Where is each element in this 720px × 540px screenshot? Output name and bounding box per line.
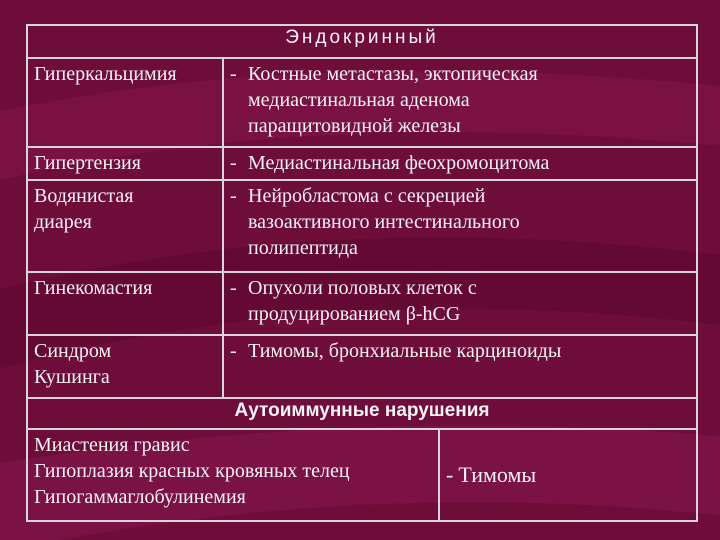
table-row	[27, 272, 697, 335]
cause-text: Костные метастазы, эктопическая медиастинальная аденома паращитовидной железы	[248, 62, 538, 137]
cause-cell	[223, 180, 697, 272]
dash-marker: -	[230, 340, 237, 363]
endocrine-autoimmune-table	[26, 24, 698, 522]
cause-cell	[223, 272, 697, 335]
table-row	[27, 429, 697, 521]
autoimmune-cause-cell	[439, 429, 697, 521]
endocrine-section-title: Эндокринный	[27, 25, 697, 58]
cause-text: Тимомы, бронхиальные карциноиды	[248, 340, 562, 363]
cause-text: Тимомы	[458, 461, 537, 487]
condition-cell: Гипертензия	[27, 147, 223, 180]
dash-marker: -	[230, 152, 237, 175]
endocrine-header-row	[27, 25, 697, 58]
table-row	[27, 58, 697, 148]
dash-marker: -	[230, 276, 237, 299]
cause-cell	[223, 335, 697, 398]
table-row	[27, 335, 697, 398]
autoimmune-section-title: Аутоиммунные нарушения	[27, 398, 697, 429]
condition-cell: Гинекомастия	[27, 272, 223, 335]
autoimmune-header-row	[27, 398, 697, 429]
dash-marker: -	[230, 62, 237, 85]
dash-marker: -	[446, 461, 454, 487]
table-row	[27, 180, 697, 272]
cause-text: Опухоли половых клеток с продуцированием β-hCG	[248, 276, 477, 325]
cause-cell	[223, 147, 697, 180]
dash-marker: -	[230, 185, 237, 208]
cause-cell	[223, 58, 697, 148]
table-row	[27, 147, 697, 180]
cause-text: Нейробластома с секрецией вазоактивного интестинального полипептида	[248, 185, 520, 260]
cause-text: Медиастинальная феохромоцитома	[248, 152, 550, 175]
autoimmune-conditions-cell: Миастения гравис Гипоплазия красных кровяных телец Гипогаммаглобулинемия	[27, 429, 439, 521]
condition-cell: Гиперкальцимия	[27, 58, 223, 148]
condition-cell: Водянистая диарея	[27, 180, 223, 272]
condition-cell: Синдром Кушинга	[27, 335, 223, 398]
